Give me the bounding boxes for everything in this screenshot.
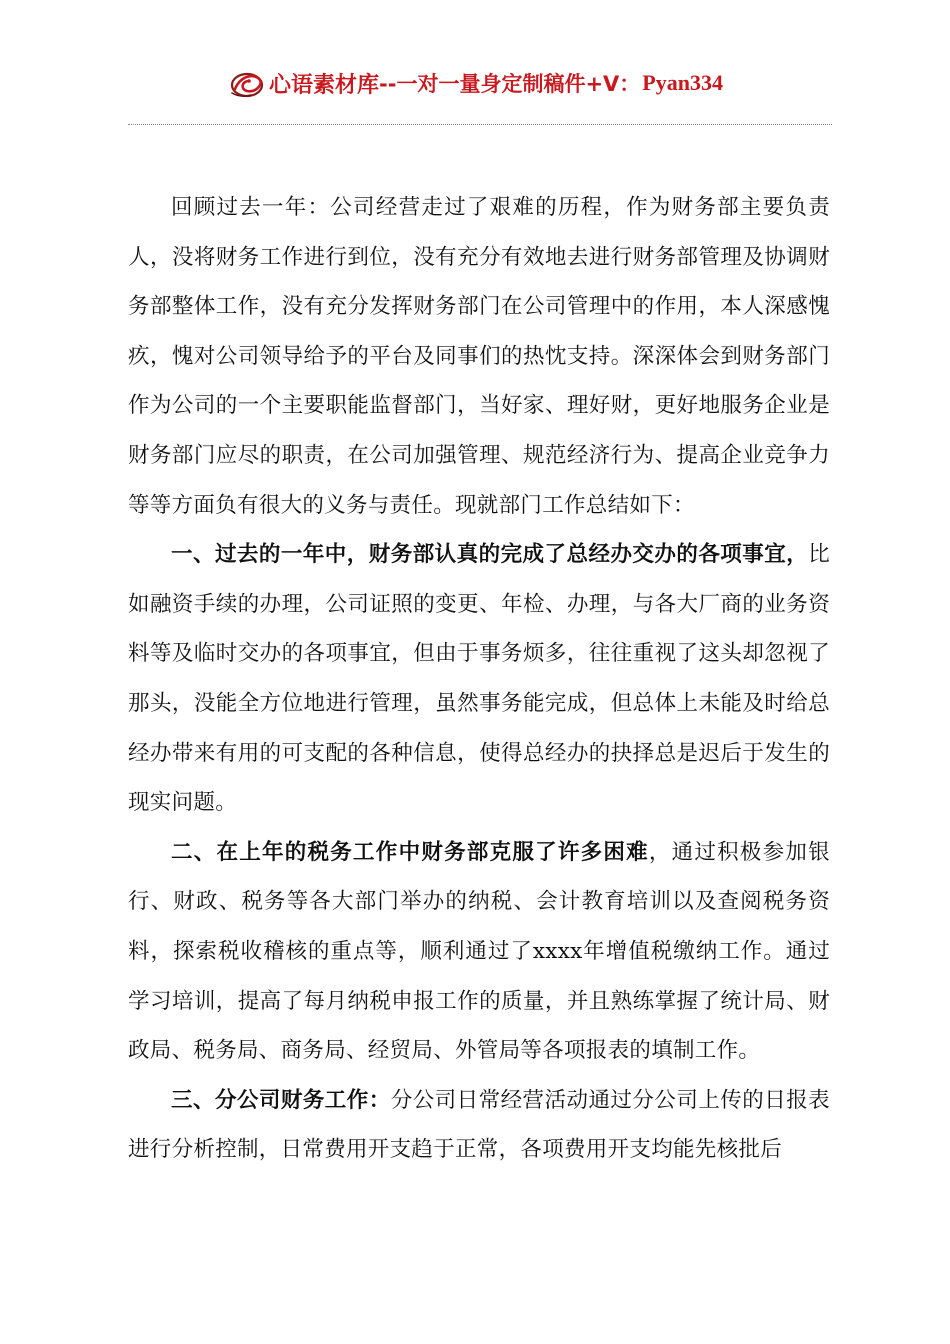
document-body: [128, 183, 830, 1175]
paragraph-section-2: [128, 828, 830, 1076]
page-header: [120, 58, 830, 108]
paragraph-text: 分公司日常经营活动通过分公司上传的日报表进行分析控制，日常费用开支趋于正常，各项费用开支均能先核批后: [128, 1087, 830, 1163]
brand-name: 心语素材库: [269, 72, 380, 98]
paragraph-text: 比如融资手续的办理，公司证照的变更、年检、办理，与各大厂商的业务资料等及临时交办的各项事宜，但由于事务烦多，往往重视了这头却忽视了那头，没能全方位地进行管理，虽然事务能完成，但总体上未能及时给总经办带来有用的可支配的各种信息，使得总经办的抉择总是迟后于发生的现实问题。: [128, 542, 830, 816]
header-tagline: --一对一量身定制稿件+V：: [379, 72, 641, 96]
section-heading: 三、分公司财务工作：: [171, 1087, 391, 1113]
paragraph-section-1: [128, 530, 830, 828]
paragraph-section-3: [128, 1076, 830, 1175]
paragraph-text: ，通过积极参加银行、财政、税务等各大部门举办的纳税、会计教育培训以及查阅税务资料，探索税收稽核的重点等，顺利通过了xxxx年增值税缴纳工作。通过学习培训，提高了每月纳税申报工作的质量，并且熟练掌握了统计局、财政局、税务局、商务局、经贸局、外管局等各项报表的填制工作。: [128, 839, 830, 1064]
paragraph-intro: [128, 183, 830, 530]
section-heading: 一、过去的一年中，财务部认真的完成了总经办交办的各项事宜，: [171, 542, 809, 568]
header-divider: [128, 124, 832, 125]
contact-id: Pyan334: [642, 70, 723, 95]
swirl-logo-icon: [227, 63, 267, 103]
section-heading: 二、在上年的税务工作中财务部克服了许多困难: [171, 839, 649, 865]
paragraph-text: 回顾过去一年：公司经营走过了艰难的历程，作为财务部主要负责人，没将财务工作进行到位，没有充分有效地去进行财务部管理及协调财务部整体工作，没有充分发挥财务部门在公司管理中的作用，本人深感愧疚，愧对公司领导给予的平台及同事们的热忱支持。深深体会到财务部门作为公司的一个主要职能监督部门，当好家、理好财，更好地服务企业是财务部门应尽的职责，在公司加强管理、规范经济行为、提高企业竞争力等等方面负有很大的义务与责任。现就部门工作总结如下：: [128, 195, 830, 518]
